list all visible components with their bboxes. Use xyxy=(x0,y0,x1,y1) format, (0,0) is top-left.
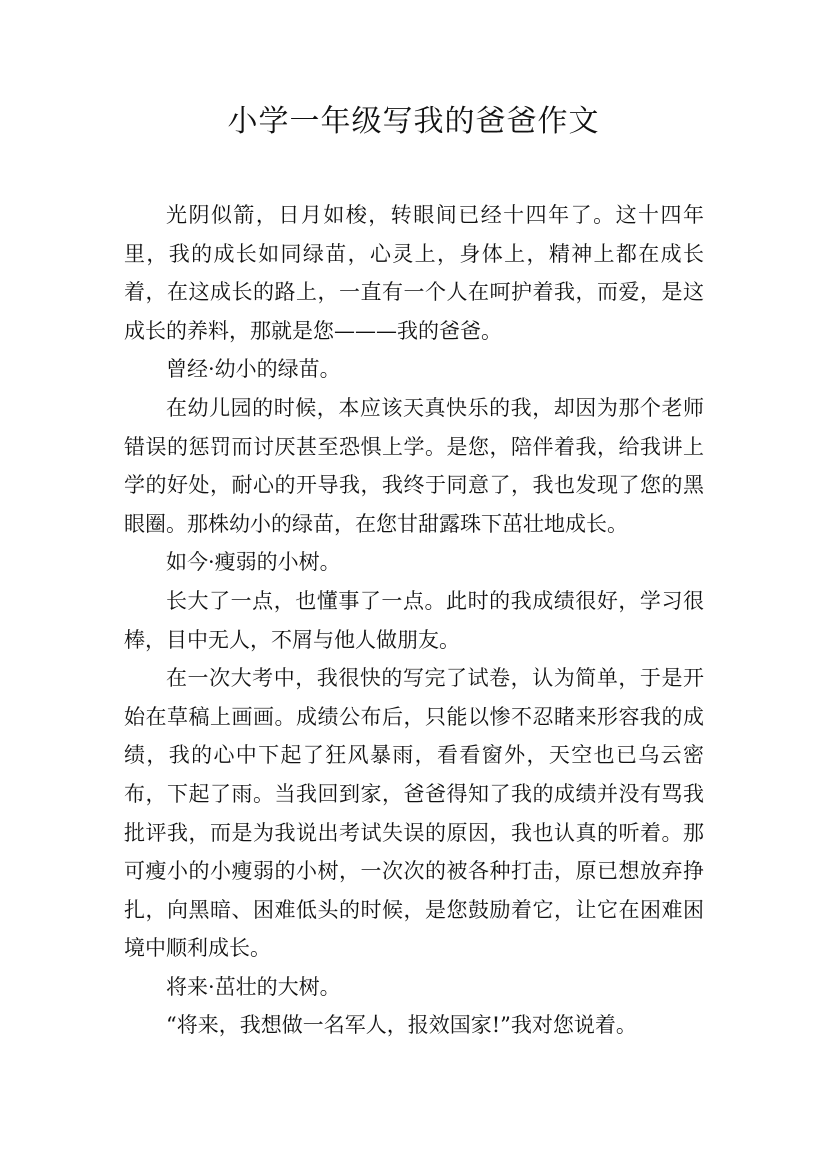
paragraph-kindergarten: 在幼儿园的时候，本应该天真快乐的我，却因为那个老师错误的惩罚而讨厌甚至恐惧上学。是您，陪伴着我，给我讲上学的好处，耐心的开导我，我终于同意了，我也发现了您的黑眼圈。那株幼小的绿苗，在您甘甜露珠下茁壮地成长。 xyxy=(124,395,704,536)
paragraph-intro: 光阴似箭，日月如梭，转眼间已经十四年了。这十四年里，我的成长如同绿苗，心灵上，身体上，精神上都在成长着，在这成长的路上，一直有一个人在呵护着我，而爱，是这成长的养料，那就是您———我的爸爸。 xyxy=(124,203,704,343)
section-heading-present: 如今·瘦弱的小树。 xyxy=(166,550,341,575)
paragraph-exam: 在一次大考中，我很快的写完了试卷，认为简单，于是开始在草稿上画画。成绩公布后，只能以惨不忍睹来形容我的成绩，我的心中下起了狂风暴雨，看看窗外，天空也已乌云密布，下起了雨。当我回到家，爸爸得知了我的成绩并没有骂我批评我，而是为我说出考试失误的原因，我也认真的听着。那可瘦小的小瘦弱的小树，一次次的被各种打击，原已想放弃挣扎，向黑暗、困难低头的时候，是您鼓励着它，让它在困难困境中顺利成长。 xyxy=(124,666,704,961)
document-title: 小学一年级写我的爸爸作文 xyxy=(227,104,600,139)
document-body xyxy=(124,196,704,1045)
paragraph-growing-up: 长大了一点，也懂事了一点。此时的我成绩很好，学习很棒，目中无人，不屑与他人做朋友。 xyxy=(124,588,704,652)
section-heading-past: 曾经·幼小的绿苗。 xyxy=(166,357,341,382)
paragraph-future-dream: “将来，我想做一名军人，报效国家!”我对您说着。 xyxy=(166,1013,637,1038)
section-heading-future: 将来·茁壮的大树。 xyxy=(166,974,341,999)
